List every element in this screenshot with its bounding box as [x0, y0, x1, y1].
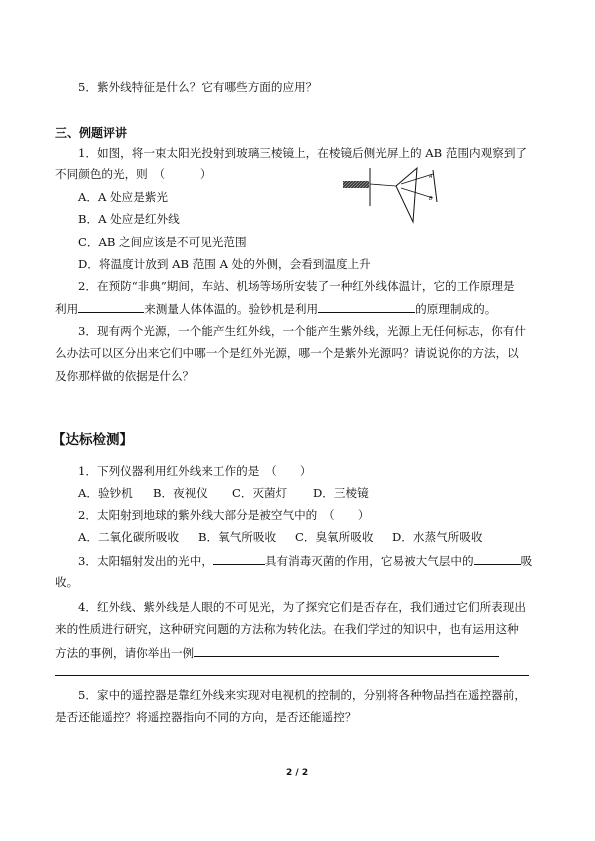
example-q1-line2: 不同颜色的光，则 （ ） — [55, 167, 212, 181]
example-q2-text-c: 的原理制成的。 — [415, 302, 497, 316]
example-q1-option-a: A．A 处应是紫光 — [78, 190, 168, 204]
test-q4-line1: 4．红外线、紫外线是人眼的不可见光，为了探究它们是否存在，我们通过它们所表现出 — [78, 600, 526, 614]
answer-blank-q2-1[interactable] — [78, 301, 144, 313]
example-q2-text-b: 来测量人体体温的。验钞机是利用 — [144, 302, 319, 316]
example-q2-line2 — [55, 301, 496, 316]
test-q1-text: 1．下列仪器利用红外线来工作的是 （ ） — [78, 464, 312, 478]
example-q3-line1: 3．现有两个光源，一个能产生红外线，一个能产生紫外线，光源上无任何标志，你有什 — [78, 324, 526, 338]
example-q1-option-d: D．将温度计放到 AB 范围 A 处的外侧，会看到温度上升 — [78, 257, 371, 271]
answer-line-q4-2[interactable] — [55, 675, 529, 676]
test-q4-line3 — [55, 645, 499, 660]
example-q1-line1: 1．如图，将一束太阳光投射到玻璃三棱镜上，在棱镜后侧光屏上的 AB 范围内观察到了 — [78, 146, 528, 160]
test-q3-text-a: 3．太阳辐射发出的光中， — [78, 554, 213, 568]
question-5-top: 5．紫外线特征是什么？它有哪些方面的应用？ — [78, 80, 318, 94]
test-q3-text-c: 吸 — [520, 554, 533, 568]
test-q2-option-b: B．氧气所吸收 — [198, 530, 277, 544]
answer-blank-q3-2[interactable] — [474, 553, 521, 565]
example-q1-option-c: C．AB 之间应该是不可见光范围 — [78, 235, 247, 249]
answer-blank-q2-2[interactable] — [318, 301, 415, 313]
test-q3-line1 — [78, 553, 532, 568]
prism-diagram — [341, 164, 441, 236]
glass-prism — [396, 168, 417, 222]
incident-ray — [370, 184, 396, 186]
test-q1-option-d: D．三棱镜 — [313, 486, 369, 500]
answer-blank-q4-1[interactable] — [194, 645, 499, 657]
test-q4-text: 方法的事例，请你举出一例 — [55, 646, 195, 660]
test-q2-option-d: D．水蒸气所吸收 — [392, 530, 483, 544]
test-q2-text: 2．太阳射到地球的紫外线大部分是被空气中的 （ ） — [78, 508, 370, 522]
test-q2-option-a: A．二氧化碳所吸收 — [78, 530, 180, 544]
test-q5-line1: 5．家中的遥控器是靠红外线来实现对电视机的控制的，分别将各种物品挡在遥控器前， — [78, 688, 526, 702]
example-q1-option-b: B．A 处应是红外线 — [78, 212, 180, 226]
test-q4-line2: 来的性质进行研究，这种研究问题的方法称为转化法。在我们学过的知识中，也有运用这种 — [55, 622, 519, 636]
example-q3-line3: 及你那样做的依据是什么？ — [55, 369, 195, 383]
example-q2-text-a: 利用 — [55, 302, 79, 316]
test-q1-option-b: B．夜视仪 — [153, 486, 208, 500]
test-q5-line2: 是否还能遥控？将遥控器指向不同的方向，是否还能遥控？ — [55, 710, 357, 724]
answer-blank-q3-1[interactable] — [213, 553, 265, 565]
test-q2-option-c: C．臭氧所吸收 — [295, 530, 374, 544]
sunlight-beam-hatch — [343, 181, 369, 188]
example-q3-line2: 么办法可以区分出来它们中哪一个是红外光源，哪一个是紫外光源吗？请说说你的方法，以 — [55, 346, 519, 360]
example-q2-line1: 2．在预防“非典”期间，车站、机场等场所安装了一种红外线体温计，它的工作原理是 — [78, 279, 515, 293]
test-q3-text-b: 具有消毒灭菌的作用，它易被大气层中的 — [264, 554, 474, 568]
light-screen — [433, 170, 437, 202]
test-q3-line2: 收。 — [55, 575, 79, 589]
label-a: A — [429, 174, 433, 180]
section-heading-examples: 三、例题评讲 — [55, 126, 128, 140]
section-heading-test: 【达标检测】 — [52, 432, 133, 448]
test-q1-option-c: C．灭菌灯 — [232, 486, 288, 500]
test-q1-option-a: A．验钞机 — [78, 486, 133, 500]
label-b: B — [429, 196, 433, 202]
page-number: 2 / 2 — [286, 768, 309, 778]
